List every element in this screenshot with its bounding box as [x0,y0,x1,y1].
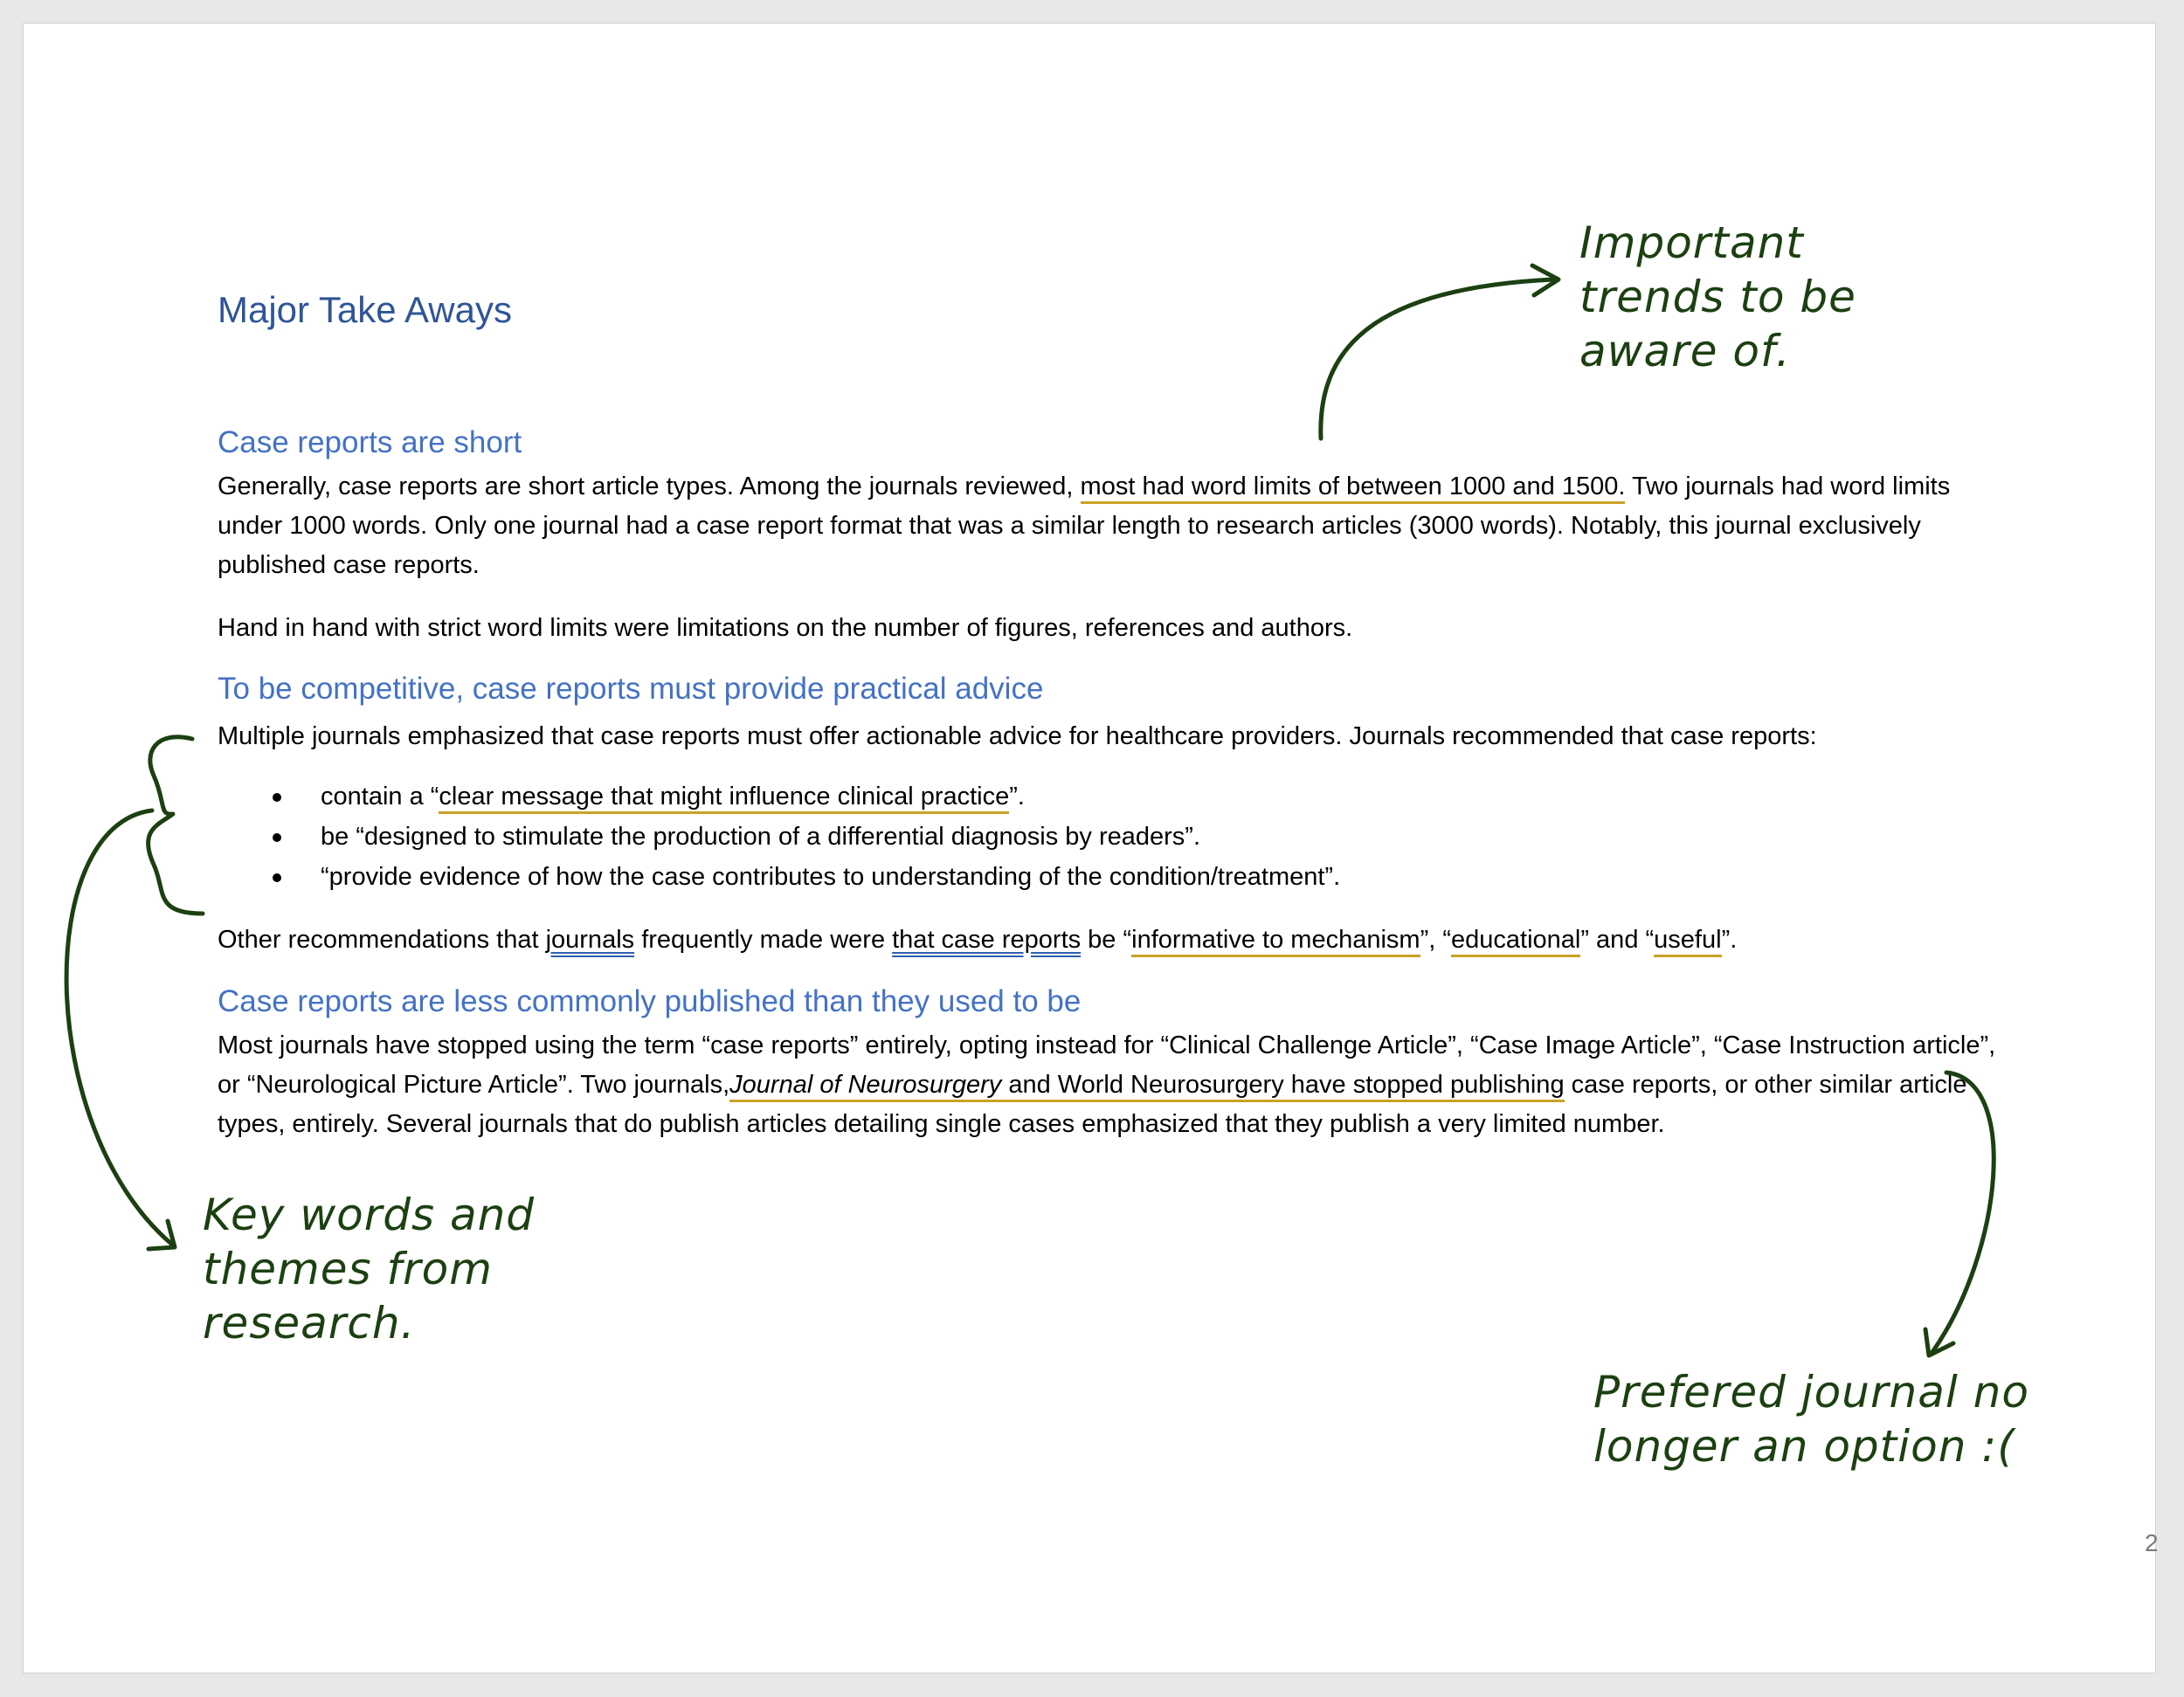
paragraph-practical-intro: Multiple journals emphasized that case reports must offer actionable advice for healthcare providers. Journals recommended that case reports: [218,722,1817,750]
highlight-educational: educational [1451,926,1580,957]
highlight-useful: useful [1654,926,1721,957]
list-item: “provide evidence of how the case contributes to understanding of the condition/treatment”. [218,857,1340,897]
brace-icon [149,737,203,914]
section-heading-short: Case reports are short [218,425,522,459]
trends-arrow [1321,279,1553,438]
journal-arrow [1932,1073,1994,1352]
highlight-informative: informative to mechanism [1131,926,1420,957]
annotation-journal: Prefered journal no longer an option :( [1593,1367,2029,1472]
paragraph-word-limits: Generally, case reports are short article types. Among the journals reviewed, most had word limits of between 1000 and 1500. Two journals had word limits under 1000 words. Only one journal had a case report format that was a similar length to research articles (3000 words). Notably, this journal exclusively published case reports. [218,473,1951,579]
page-title: Major Take Aways [218,289,512,330]
annotation-trends: Important trends to be aware of. [1579,217,1856,376]
page-number: 2 [2145,1529,2159,1556]
paragraph-limitations: Hand in hand with strict word limits were limitations on the number of figures, references and authors. [218,614,1353,642]
highlight-word-limits: most had word limits of between 1000 and 1500. [1081,473,1626,504]
section-heading-practical: To be competitive, case reports must provide practical advice [218,672,1044,706]
annotation-keywords: Key words and themes from research. [203,1190,536,1349]
grammar-underline-journals[interactable]: journals [545,926,635,954]
grammar-underline-that-case-reports[interactable]: that case reports [892,926,1082,954]
paragraph-other-recommendations: Other recommendations that journals frequently made were that case reports be “informative to mechanism”, “educational” and “useful”. [218,921,2000,960]
list-item: be “designed to stimulate the production of a differential diagnosis by readers”. [218,817,1340,857]
highlight-clear-message: clear message that might influence clinical practice [439,783,1009,814]
list-item: contain a “clear message that might influence clinical practice”. [218,776,1340,817]
highlight-stopped-publishing: Journal of Neurosurgery and World Neurosurgery have stopped publishing [729,1071,1564,1102]
paragraph-less-common: Most journals have stopped using the term “case reports” entirely, opting instead for “Clinical Challenge Article”, “Case Image Article”, “Case Instruction article”, or “Neurological Picture Article”. Two journals,Journal of Neurosurgery and World Neurosurgery have stopped publishing case reports, or other similar article types, entirely. Several journals that do publish articles detailing single cases emphasized that they publish a very limited number. [218,1031,1996,1138]
section-heading-less-common: Case reports are less commonly published than they used to be [218,984,1082,1018]
